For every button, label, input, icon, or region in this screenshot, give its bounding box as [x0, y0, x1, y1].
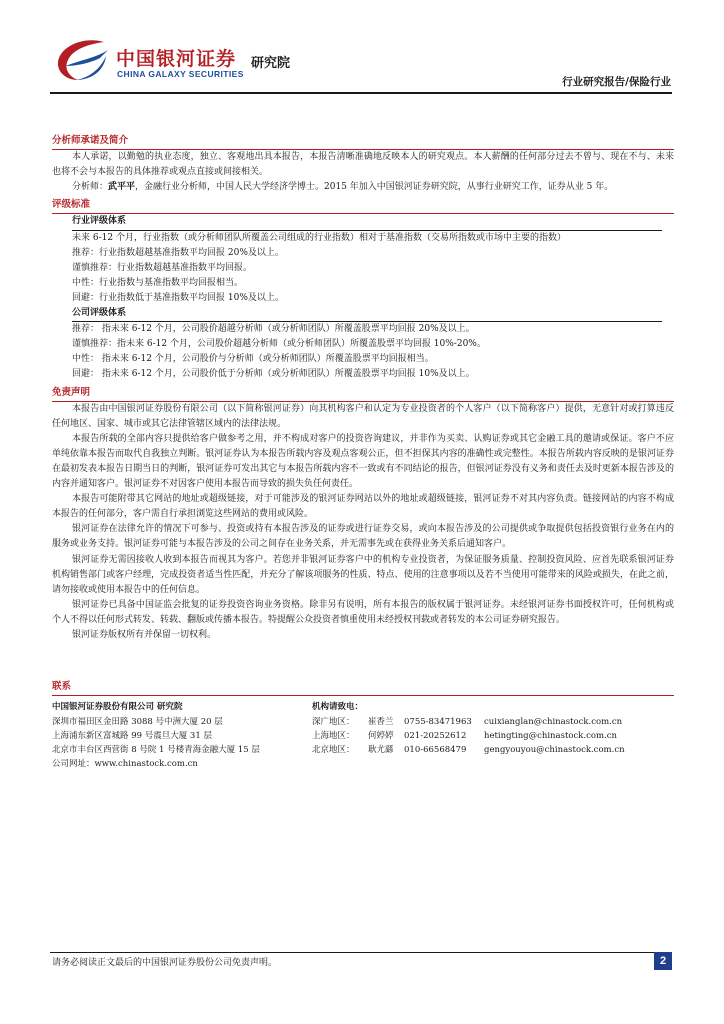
company-rating-line: 谨慎推荐：指未来 6-12 个月，公司股价超越分析师（或分析师团队）所覆盖股票平均回报 10%-20%。 — [72, 339, 486, 350]
disclaimer-paragraph: 本报告由中国银河证券股份有限公司（以下简称银河证券）向其机构客户和认定为专业投资者的个人客户（以下简称客户）提供，无意针对或打算违反任何地区、国家、城市或其它法律管辖区域内的法律法规。 — [52, 403, 674, 429]
contact-institutional-block — [312, 700, 625, 771]
company-rating-title-text: 公司评级体系 — [72, 306, 662, 322]
analyst-bio-prefix: 分析师： — [72, 182, 109, 193]
contact-region: 深广地区： — [312, 716, 355, 727]
footer-note: 请务必阅读正文最后的中国银河证券股份公司免责声明。 — [52, 958, 278, 968]
industry-rating-line: 未来 6-12 个月，行业指数（或分析师团队所覆盖公司组成的行业指数）相对于基准指数（交易所指数或市场中主要的指数） — [72, 232, 566, 243]
contact-company-block — [52, 700, 312, 771]
contact-person: 耿尤繇 — [368, 745, 394, 756]
disclaimer-paragraph: 银河证券版权所有并保留一切权利。 — [72, 630, 217, 640]
industry-rating-line: 谨慎推荐：行业指数超越基准指数平均回报。 — [72, 262, 253, 273]
contact-website: 公司网址：www.chinastock.com.cn — [52, 759, 198, 770]
galaxy-logo-icon — [54, 36, 112, 84]
disclaimer-paragraph: 本报告所载的全部内容只提供给客户做参考之用，并不构成对客户的投资咨询建议，并非作为买卖、认购证券或其它金融工具的邀请或保证。客户不应单纯依靠本报告而取代自我独立判断。银河证券认为本报告所载内容及观点客观公正，但不担保其内容的准确性或完整性。本报告所载内容反映的是银河证券在最初发表本报告日期当日的判断，银河证券可发出其它与本报告所载内容不一致或有不同结论的报告，但银河证券没有义务和责任去及时更新本报告涉及的内容并通知客户。银河证券不对因客户使用本报告而导致的损失负任何责任。 — [52, 433, 674, 490]
industry-rating-title — [72, 214, 674, 230]
contact-row — [312, 729, 625, 743]
contact-email[interactable]: cuixianglan@chinastock.com.cn — [484, 716, 623, 727]
contact-phone: 021-20252612 — [404, 730, 467, 741]
company-rating-line: 回避： 指未来 6-12 个月，公司股价低于分析师（或分析师团队）所覆盖股票平均回报 10%及以上。 — [72, 369, 475, 380]
header-divider — [50, 92, 672, 94]
section-title-disclaimer: 免责声明 — [52, 385, 674, 402]
analyst-bio — [52, 180, 674, 195]
analyst-pledge: 本人承诺，以勤勉的执业态度，独立、客观地出具本报告，本报告清晰准确地反映本人的研究观点。本人薪酬的任何部分过去不曾与、现在不与、未来也将不会与本报告的具体推荐或观点直接或间接相关。 — [52, 152, 674, 178]
contact-region: 上海地区： — [312, 730, 355, 741]
contact-email[interactable]: gengyouyou@chinastock.com.cn — [484, 745, 625, 756]
logo-chinese-name: 中国银河证券 — [116, 48, 237, 70]
contact-row — [312, 715, 625, 729]
contact-address: 北京市丰台区西营街 8 号院 1 号楼青海金融大厦 15 层 — [52, 745, 260, 756]
report-type: 行业研究报告/保险行业 — [562, 76, 671, 88]
disclaimer-paragraph: 银河证券已具备中国证监会批复的证券投资咨询业务资格。除非另有说明，所有本报告的版权属于银河证券。未经银河证券书面授权许可，任何机构或个人不得以任何形式转发、转载、翻版或传播本报告。特提醒公众投资者慎重使用未经授权刊载或者转发的本公司证券研究报告。 — [52, 599, 674, 625]
section-title-analyst: 分析师承诺及简介 — [52, 133, 674, 150]
section-title-contact: 联系 — [52, 680, 674, 696]
company-rating-title — [72, 306, 674, 322]
industry-rating-title-text: 行业评级体系 — [72, 214, 662, 230]
contact-phone: 0755-83471963 — [404, 716, 472, 727]
disclaimer-paragraph: 银河证券在法律允许的情况下可参与、投资或持有本报告涉及的证券或进行证券交易，或向本报告涉及的公司提供或争取提供包括投资银行业务在内的服务或业务支持。银河证券可能与本报告涉及的公司之间存在业务关系，并无需事先或在获得业务关系后通知客户。 — [52, 524, 674, 550]
contact-email[interactable]: hetingting@chinastock.com.cn — [484, 730, 617, 741]
section-title-rating: 评级标准 — [52, 197, 674, 214]
logo-english-name: CHINA GALAXY SECURITIES — [117, 69, 244, 79]
contact-address: 上海浦东新区富城路 99 号震旦大厦 31 层 — [52, 730, 212, 741]
contact-columns — [52, 700, 674, 771]
contact-company-name: 中国银河证券股份有限公司 研究院 — [52, 702, 183, 713]
main-content — [52, 131, 674, 643]
contact-row — [312, 743, 625, 757]
logo-institute: 研究院 — [251, 56, 291, 71]
page-number: 2 — [654, 952, 672, 970]
analyst-bio-text: ，金融行业分析师，中国人民大学经济学博士。2015 年加入中国银河证券研究院，从事行业研究工作，证券从业 5 年。 — [135, 182, 614, 193]
contact-person: 崔香兰 — [368, 716, 394, 727]
industry-rating-line: 推荐：行业指数超越基准指数平均回报 20%及以上。 — [72, 247, 284, 258]
analyst-name: 武平平 — [108, 182, 136, 193]
contact-person: 何婷婷 — [368, 730, 394, 741]
company-rating-line: 推荐： 指未来 6-12 个月，公司股价超越分析师（或分析师团队）所覆盖股票平均回报 20%及以上。 — [72, 324, 475, 335]
disclaimer-paragraph: 银河证券无需因接收人收到本报告而视其为客户。若您并非银河证券客户中的机构专业投资者，为保证服务质量、控制投资风险、应首先联系银河证券机构销售部门或客户经理，完成投资者适当性匹配，并充分了解该项服务的性质、特点、使用的注意事项以及若不当使用可能带来的风险或损失，在此之前，请勿接收或使用本报告中的任何信息。 — [52, 554, 674, 595]
disclaimer-paragraph: 本报告可能附带其它网站的地址或超级链接，对于可能涉及的银河证券网站以外的地址或超级链接，银河证券不对其内容负责。链接网站的内容不构成本报告的任何部分，客户需自行承担浏览这些网站的费用或风险。 — [52, 494, 674, 520]
contact-region: 北京地区： — [312, 745, 355, 756]
industry-rating-line: 回避：行业指数低于基准指数平均回报 10%及以上。 — [72, 292, 284, 303]
contact-institutional-title: 机构请致电： — [312, 702, 364, 713]
contact-address: 深圳市福田区金田路 3088 号中洲大厦 20 层 — [52, 716, 223, 727]
contact-section — [52, 678, 674, 772]
contact-phone: 010-66568479 — [404, 745, 467, 756]
footer-divider — [50, 952, 672, 953]
company-rating-line: 中性： 指未来 6-12 个月，公司股价与分析师（或分析师团队）所覆盖股票平均回报相当。 — [72, 354, 434, 365]
industry-rating-line: 中性：行业指数与基准指数平均回报相当。 — [72, 277, 244, 288]
